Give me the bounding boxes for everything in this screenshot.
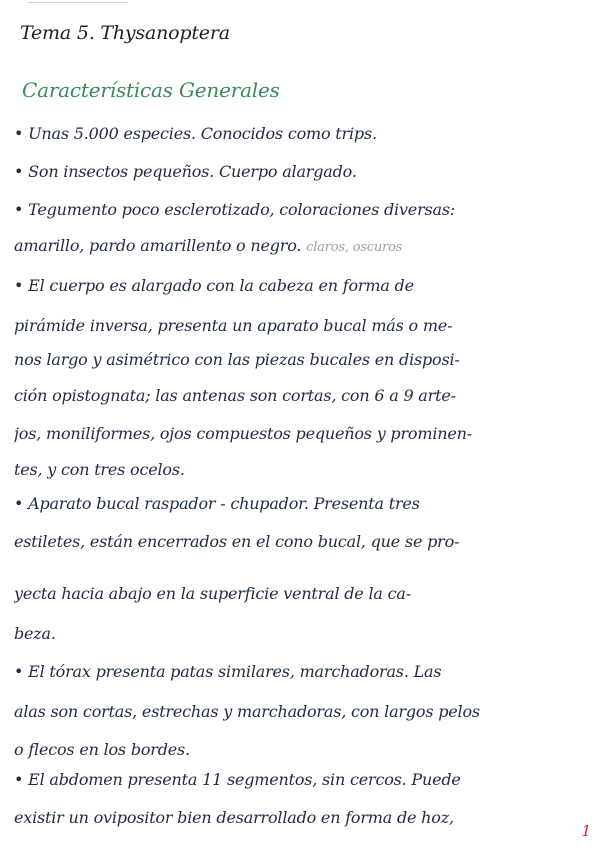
note-line-9: jos, moniliformes, ojos compuestos pequeños y prominen- bbox=[14, 424, 472, 443]
note-line-8: ción opistognata; las antenas son cortas, con 6 a 9 arte- bbox=[14, 386, 456, 405]
note-line-5: • El cuerpo es alargado con la cabeza en forma de bbox=[14, 276, 414, 295]
note-line-6: pirámide inversa, presenta un aparato bucal más o me- bbox=[14, 316, 453, 335]
note-line-13: yecta hacia abajo en la superficie ventral de la ca- bbox=[14, 584, 411, 603]
page-title: Tema 5. Thysanoptera bbox=[20, 22, 230, 44]
note-line-4-text: amarillo, pardo amarillento o negro. bbox=[14, 236, 302, 255]
note-line-19: existir un ovipositor bien desarrollado en forma de hoz, bbox=[14, 808, 454, 827]
faint-annotation: claros, oscuros bbox=[306, 240, 403, 255]
section-heading: Características Generales bbox=[22, 78, 280, 102]
note-line-18: • El abdomen presenta 11 segmentos, sin cercos. Puede bbox=[14, 770, 461, 789]
note-line-11: • Aparato bucal raspador - chupador. Presenta tres bbox=[14, 494, 420, 513]
note-line-16: alas son cortas, estrechas y marchadoras, con largos pelos bbox=[14, 702, 480, 721]
note-line-4 bbox=[14, 236, 594, 255]
note-line-15: • El tórax presenta patas similares, marchadoras. Las bbox=[14, 662, 442, 681]
note-line-14: beza. bbox=[14, 624, 56, 643]
page-number: 1 bbox=[581, 822, 591, 840]
note-line-1: • Unas 5.000 especies. Conocidos como trips. bbox=[14, 124, 377, 143]
note-line-10: tes, y con tres ocelos. bbox=[14, 460, 185, 479]
faded-top-line bbox=[28, 2, 128, 3]
note-line-2: • Son insectos pequeños. Cuerpo alargado. bbox=[14, 162, 357, 181]
note-line-7: nos largo y asimétrico con las piezas bucales en disposi- bbox=[14, 350, 460, 369]
note-line-3: • Tegumento poco esclerotizado, coloraciones diversas: bbox=[14, 200, 456, 219]
note-line-12: estiletes, están encerrados en el cono bucal, que se pro- bbox=[14, 532, 460, 551]
note-line-17: o flecos en los bordes. bbox=[14, 740, 190, 759]
